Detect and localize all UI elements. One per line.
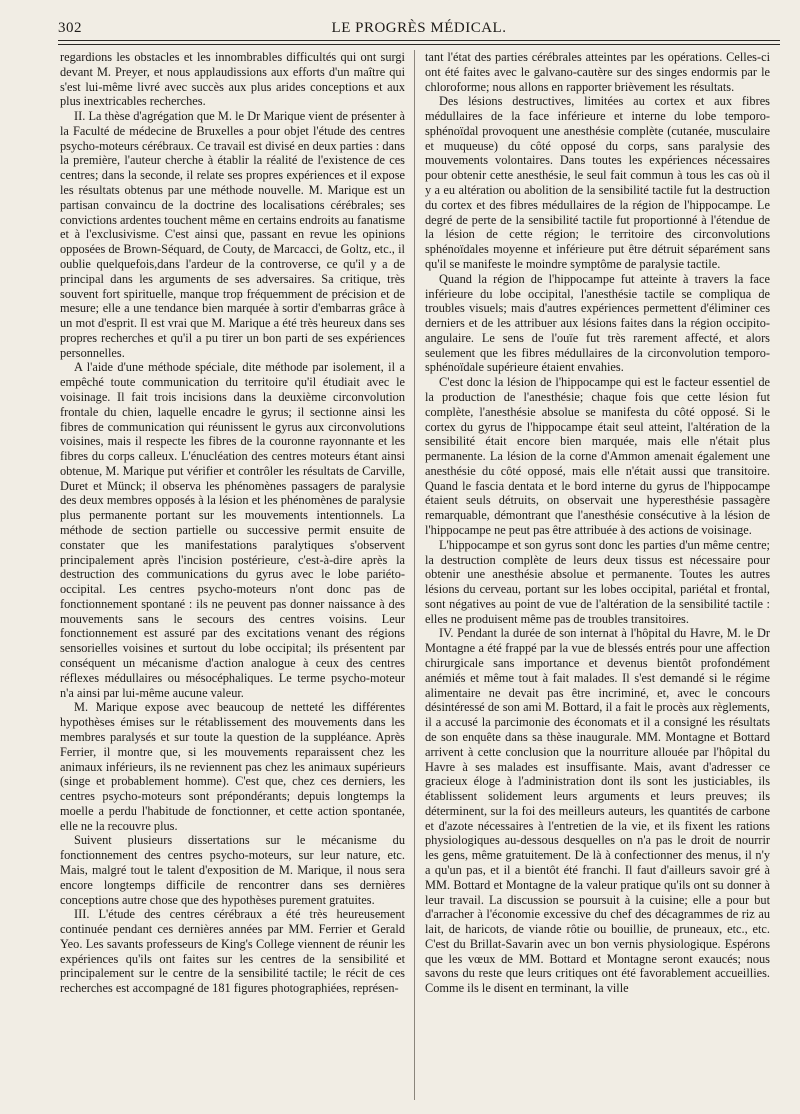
paragraph: L'hippocampe et son gyrus sont donc les parties d'un même centre; la destruction complète de leurs deux tissus est nécessaire pour obtenir une anesthésie absolue et permanente. Toutes les autres lésions du cerveau, portant sur les lobes occipital, pariétal et frontal, sont négatives au point de vue de l'altération de la sensibilité tactile : elles ne produisent même pas de troubles transitoires. [425, 537, 770, 626]
column-divider [414, 50, 415, 1100]
paragraph: tant l'état des parties cérébrales atteintes par les opérations. Celles-ci ont été faites avec le galvano-cautère sur des singes endormis par le chloroforme; nous allons en rapporter brièvement les résultats. [425, 50, 770, 94]
paragraph: Suivent plusieurs dissertations sur le mécanisme du fonctionnement des centres psycho-moteurs, sur leur nature, etc. Mais, malgré tout le talent d'exposition de M. Marique, il nous sera encore longtemps difficile de rencontrer dans ses dernières conceptions autre chose que des hypothèses purement gratuites. [60, 833, 405, 907]
paragraph: M. Marique expose avec beaucoup de netteté les différentes hypothèses émises sur le rétablissement des mouvements dans les membres paralysés et sur toute la question de la suppléance. Après Ferrier, il montre que, si les mouvements reparaissent chez les animaux inférieurs, ils ne reviennent pas chez les animaux supérieurs (singe et probablement homme). C'est que, chez ces derniers, les centres psycho-moteurs sont prépondérants; depuis longtemps la moelle a perdu l'habitude de fonctionner, et cette action spontanée, elle ne la recouvre plus. [60, 700, 405, 833]
paragraph: III. L'étude des centres cérébraux a été très heureusement continuée pendant ces dernières années par MM. Ferrier et Gerald Yeo. Les savants professeurs de King's College viennent de réunir les expériences qu'ils ont faites sur les centres de la sensibilité et principalement sur le centre de la sensibilité tactile; le récit de ces recherches est accompagné de 181 figures photographiées, représen- [60, 907, 405, 996]
paragraph: IV. Pendant la durée de son internat à l'hôpital du Havre, M. le Dr Montagne a été frappé par la vue de blessés entrés pour une affection chirurgicale sans importance et devenus bientôt profondément anémiés et même tout à fait malades. Il s'est demandé si le régime alimentaire ne devait pas être incriminé, et, avec le concours désintéressé de son ami M. Bottard, il a fait le procès aux règlements, il a accusé la parcimonie des économats et il a consigné les résultats de son enquête dans sa thèse inaugurale. MM. Montagne et Bottard arrivent à cette conclusion que la nourriture allouée par l'hôpital du Havre à ses malades est insuffisante. Mais, avant d'adresser ce gracieux éloge à l'administration dont ils sont les justiciables, ils établissent solidement leurs arguments et leurs preuves; ils déterminent, sur la foi des meilleurs auteurs, les quantités de carbone et d'azote nécessaires à l'entretien de la vie, et ils fixent les rations physiologiques au-dessous desquelles on n'a pas le droit de nourrir les gens, même gratuitement. De là à confectionner des menus, il n'y a qu'un pas, et il a bientôt été franchi. Il faut d'ailleurs savoir gré à MM. Bottard et Montagne de la valeur pratique qu'ils ont su donner à leur travail. La discussion se poursuit à la cuisine; elle a pour but d'arracher à l'économie excessive du chef des décagrammes de riz au lait, de haricots, de viande rôtie ou bouillie, de pruneaux, etc., etc. C'est du Brillat-Savarin avec un bon vernis physiologique. Espérons que les vœux de MM. Bottard et Montagne seront exaucés; nous savons du reste que leurs critiques ont été favorablement accueillies. Comme ils le disent en terminant, la ville [425, 626, 770, 996]
paragraph: Quand la région de l'hippocampe fut atteinte à travers la face inférieure du lobe occipital, l'anesthésie tactile se compliqua de troubles visuels; mais d'autres expériences permettent d'éliminer ces derniers et de les attribuer aux lésions faites dans la région occipito-angulaire. Le sens de l'ouïe fut très rarement affecté, et alors seulement que les fibres médullaires de la circonvolution temporo-sphénoïdale supérieure étaient envahies. [425, 271, 770, 375]
paragraph: II. La thèse d'agrégation que M. le Dr Marique vient de présenter à la Faculté de médecine de Bruxelles a pour objet l'étude des centres psycho-moteurs cérébraux. Ce travail est divisé en deux parties : dans la première, l'auteur cherche à établir la réalité de l'existence de ces centres; dans la seconde, il relate ses propres expériences et il expose les résultats obtenus par une méthode nouvelle. M. Marique est un partisan convaincu de la doctrine des localisations cérébrales; ses convictions ardentes touchent même en certains endroits au fanatisme et à l'exclusivisme. C'est ainsi que, passant en revue les opinions opposées de Brown-Séquard, de Couty, de Marcacci, de Goltz, etc., il oublie quelquefois,dans l'ardeur de la controverse, ce qu'il y a de principal dans les arguments de ses adversaires. Sa critique, très souvent fort spirituelle, manque trop fréquemment de précision et de mesure; elle a une tendance bien marquée à sortir d'embarras grâce à un mot d'esprit. Il est vrai que M. Marique a été très heureux dans ses propres recherches et qu'il a pu tirer un bon parti de ses expériences personnelles. [60, 109, 405, 360]
paragraph: A l'aide d'une méthode spéciale, dite méthode par isolement, il a empêché toute communication du territoire qu'il étudiait avec le voisinage. Il fait trois incisions dans la deuxième circonvolution frontale du chien, laquelle encadre le gyrus; il sectionne ainsi les fibres de communication qui réunissent le gyrus aux circonvolutions voisines, mais il respecte les fibres de la couronne rayonnante et les fibres du corps calleux. L'énucléation des centres moteurs étant ainsi obtenue, M. Marique put vérifier et contrôler les résultats de Carville, Duret et Münck; il observa les phénomènes passagers de paralysie des deux membres opposés à la lésion et les phénomènes de paralysie plus permanente portant sur les mouvements intentionnels. La méthode de section partielle ou successive permit ensuite de constater que les manifestations paralytiques s'observent principalement après l'incision postérieure, c'est-à-dire après la destruction des communications du gyrus avec le lobe pariéto-occipital. Les centres psycho-moteurs n'ont donc pas de fonctionnement spontané : ils ne peuvent pas donner naissance à des mouvements sans le secours des centres voisins. Leur fonctionnement est assuré par des excitations venant des régions sensorielles voisines et surtout du lobe occipital; ils présentent par conséquent un mécanisme d'action analogue à ceux des centres réflexes médullaires ou mésocéphaliques. Le terme psycho-moteur n'a ainsi par lui-même aucune valeur. [60, 360, 405, 700]
journal-title: LE PROGRÈS MÉDICAL. [331, 20, 507, 36]
paragraph: regardions les obstacles et les innombrables difficultés qui ont surgi devant M. Preyer, et nous applaudissions aux efforts d'un maître qui s'est lui-même livré avec succès aux plus arides conceptions et aux plus inextricables recherches. [60, 50, 405, 109]
header-rule-thin [58, 44, 780, 45]
left-column [60, 50, 405, 1102]
header-rule [58, 40, 780, 41]
paragraph: Des lésions destructives, limitées au cortex et aux fibres médullaires de la face inférieure et interne du lobe temporo-sphénoïdal provoquent une anesthésie complète (cutanée, musculaire et muqueuse) du côté opposé du corps, sans paralysie des mouvements volontaires. Dans toutes les expériences nécessaires pour obtenir cette anesthésie, le seul fait commun à tous les cas où il y a eu altération ou abolition de la sensibilité tactile fut la destruction du cortex et des fibres médullaires de la région de l'hippocampe. Le degré de perte de la sensibilité tactile fut proportionné à l'étendue de la lésion de cette région; le territoire des circonvolutions sphénoïdales moyenne et inférieure put être détruit séparément sans qu'il se manifeste le moindre symptôme de paralysie tactile. [425, 94, 770, 271]
paragraph: C'est donc la lésion de l'hippocampe qui est le facteur essentiel de la production de l'anesthésie; chaque fois que cette lésion fut complète, l'anesthésie absolue se manifesta du côté opposé. Si le cortex du gyrus de l'hippocampe était seul atteint, l'altération de la sensibilité était encore bien marquée, mais elle n'était plus permanente. La lésion de la corne d'Ammon amenait également une anesthésie du côté opposé, mais elle n'était aussi que transitoire. Quand le fascia dentata et le bord interne du gyrus de l'hippocampe étaient seuls détruits, on observait une hyperesthésie passagère remarquable, démontrant que l'anesthésie consécutive à la lésion de l'hippocampe ne peut pas être attribuée à des actions de voisinage. [425, 375, 770, 537]
page-header [58, 18, 780, 42]
right-column [425, 50, 770, 1102]
page-number: 302 [58, 20, 82, 36]
